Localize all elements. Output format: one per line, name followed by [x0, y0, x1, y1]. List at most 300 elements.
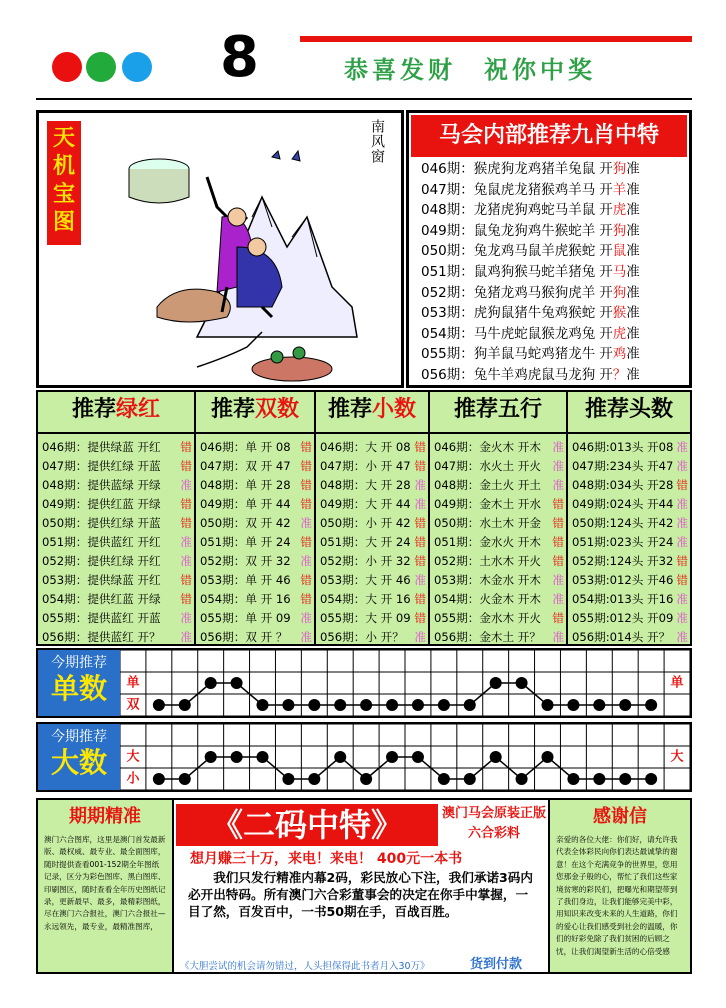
left-ad-title: 期期精准 — [69, 806, 141, 827]
pattern-dot — [567, 699, 579, 711]
recommendation-row — [38, 514, 194, 533]
zodiac-row — [421, 200, 687, 221]
recommendation-result: 准 — [300, 516, 312, 530]
odd-even-label-big: 单数 — [50, 672, 107, 705]
recommendation-row — [38, 457, 194, 476]
recommendation-result: 准 — [414, 630, 426, 644]
zodiac-row — [421, 221, 687, 242]
zodiac-result: 狗 — [612, 161, 627, 177]
promo-line: 想月赚三十万，来电！来电！ 400元一本书 — [190, 851, 463, 867]
recommendation-result: 准 — [180, 630, 192, 644]
recommendation-result: 错 — [414, 592, 426, 606]
odd-even-grid — [36, 648, 692, 718]
pattern-dot — [282, 699, 294, 711]
zodiac-open-label: 开 — [599, 161, 613, 177]
recommendation-head-text: 推荐 — [210, 396, 255, 422]
grid-top-label: 单 — [126, 675, 140, 691]
zodiac-row — [421, 324, 687, 345]
recommendation-result: 准 — [676, 535, 688, 549]
zodiac-open-label: 开 — [599, 263, 613, 280]
recommendation-row — [38, 590, 194, 609]
recommendation-column — [316, 392, 430, 644]
recommendation-text: 052期：土水木 开火 — [434, 554, 541, 568]
recommendation-result: 准 — [414, 478, 426, 492]
recommendation-row — [196, 552, 314, 571]
pattern-dot — [464, 699, 476, 711]
recommendation-text: 046期：单 开 08 — [200, 440, 291, 454]
zodiac-status: 准 — [626, 305, 640, 322]
recommendation-text: 052期：小 开 32 — [320, 554, 411, 568]
recommendation-result: 准 — [552, 592, 564, 606]
zodiac-issue: 049期： — [421, 222, 474, 239]
recommendation-result: 错 — [300, 459, 312, 473]
pattern-dot — [516, 677, 528, 689]
grid-end-label: 大 — [670, 749, 684, 765]
recommendation-row — [568, 552, 690, 571]
recommendation-text: 046期：大 开 08 — [320, 440, 411, 454]
recommendation-head-text: 推荐 — [327, 396, 372, 422]
recommendation-text: 048期：大 开 28 — [320, 478, 411, 492]
recommendation-text: 056期：双 开 ？ — [200, 630, 288, 644]
recommendation-text: 056期：小 开？ — [320, 630, 404, 644]
cash-on-delivery-label: 货到付款 — [470, 957, 523, 972]
recommendation-text: 055期：提供蓝红 开蓝 — [42, 611, 161, 625]
recommendation-row — [430, 533, 566, 552]
odd-even-label — [38, 650, 120, 716]
recommendation-result: 准 — [180, 535, 192, 549]
recommendation-result: 准 — [300, 630, 312, 644]
zodiac-result: 猴 — [612, 305, 627, 322]
zodiac-row — [421, 365, 687, 386]
recommendation-result: 准 — [676, 497, 688, 511]
recommendation-result: 准 — [180, 554, 192, 568]
recommendation-row — [568, 438, 690, 457]
zodiac-animals: 兔猪龙鸡马猴狗虎羊 — [473, 284, 596, 301]
pattern-dot — [593, 699, 605, 711]
recommendation-result: 准 — [676, 611, 688, 625]
grid-end-label: 单 — [670, 675, 684, 691]
zodiac-open-label: 开 — [599, 325, 613, 342]
recommendation-result: 准 — [552, 440, 564, 454]
footnote: 《大胆尝试的机会请勿错过，人头担保得此书者月入30万》 — [180, 961, 430, 972]
recommendation-result: 错 — [300, 592, 312, 606]
zodiac-animals: 兔牛羊鸡虎鼠马龙狗 — [473, 366, 596, 383]
recommendation-text: 048期:034头 开28 — [572, 478, 674, 492]
recommendation-text: 048期：单 开 28 — [200, 478, 291, 492]
zodiac-open-label: 开 — [599, 181, 613, 198]
recommendation-text: 046期:013头 开08 — [572, 440, 674, 454]
pattern-dot — [282, 773, 294, 785]
recommendation-row — [568, 457, 690, 476]
zodiac-status: 准 — [626, 366, 640, 383]
issue-number: 8 — [220, 25, 259, 90]
pattern-dot — [360, 773, 372, 785]
pattern-dot — [412, 751, 424, 763]
zodiac-result: 羊 — [612, 181, 627, 198]
zodiac-result: 虎 — [612, 202, 627, 219]
header-slogan: 恭喜发财 祝你中奖 — [344, 55, 596, 84]
recommendation-row — [38, 438, 194, 457]
recommendation-result: 错 — [300, 497, 312, 511]
pattern-dot — [257, 699, 269, 711]
zodiac-open-label: 开 — [599, 346, 613, 363]
recommendation-text: 049期：单 开 44 — [200, 497, 291, 511]
zodiac-open-label: 开 — [599, 284, 613, 301]
pattern-dot — [542, 699, 554, 711]
recommendation-row — [316, 495, 428, 514]
recommendation-result: 错 — [676, 554, 688, 568]
recommendation-text: 046期：提供绿蓝 开红 — [42, 440, 161, 454]
recommendation-text: 052期：双 开 32 — [200, 554, 291, 568]
recommendation-result: 准 — [676, 440, 688, 454]
recommendation-text: 053期：大 开 46 — [320, 573, 411, 587]
recommendation-text: 049期：提供红蓝 开绿 — [42, 497, 161, 511]
recommendation-row — [316, 628, 428, 647]
left-ad-text: 澳门六合图库，这里是澳门首发最新版、最权威、最专业、最全面图库，随时提供查看001-152期全年图纸记录，区分为彩色图库、黑白图库、印刷图区，随时查看全年历史图纸记录，更新最早、最多，最精彩图纸，尽在澳门六合报社，澳门六合报社—永远领先，最专业，最精准图库， — [44, 835, 166, 931]
recommendation-result: 准 — [552, 630, 564, 644]
zodiac-animals: 鼠兔龙狗鸡牛猴蛇羊 — [473, 222, 596, 239]
zodiac-animals: 兔龙鸡马鼠羊虎猴蛇 — [473, 243, 596, 260]
zodiac-animals: 猴虎狗龙鸡猪羊兔鼠 — [473, 161, 596, 177]
zodiac-status: 准 — [626, 181, 640, 198]
recommendation-result: 准 — [414, 573, 426, 587]
recommendation-text: 051期:023头 开24 — [572, 535, 674, 549]
recommendation-text: 049期：金木土 开水 — [434, 497, 541, 511]
recommendation-result: 错 — [180, 516, 192, 530]
recommendation-result: 错 — [180, 459, 192, 473]
recommendation-row — [196, 571, 314, 590]
zodiac-issue: 055期： — [421, 346, 474, 363]
zodiac-row — [421, 344, 687, 365]
pattern-dot — [619, 699, 631, 711]
recommendation-text: 056期:014头 开？ — [572, 630, 671, 644]
blue-dot-icon — [122, 52, 152, 82]
bottom-section — [36, 798, 692, 974]
zodiac-animals: 龙猪虎狗鸡蛇马羊鼠 — [473, 202, 596, 219]
recommendation-result: 错 — [414, 554, 426, 568]
recommendation-result: 错 — [676, 478, 688, 492]
zodiac-issue: 046期： — [421, 161, 474, 177]
pattern-dot — [231, 677, 243, 689]
recommendation-result: 准 — [414, 497, 426, 511]
green-dot-icon — [86, 52, 116, 82]
zodiac-animals: 鼠鸡狗猴马蛇羊猪兔 — [473, 263, 596, 280]
odd-even-grid-pattern — [120, 650, 690, 716]
pattern-dot — [386, 751, 398, 763]
zodiac-result: 狗 — [612, 284, 627, 301]
recommendation-text: 055期：金水木 开火 — [434, 611, 541, 625]
zodiac-open-label: 开 — [599, 202, 613, 219]
recommendation-row — [430, 552, 566, 571]
zodiac-result: 虎 — [612, 325, 627, 342]
recommendation-row — [430, 514, 566, 533]
recommendation-row — [196, 476, 314, 495]
pattern-dot — [619, 773, 631, 785]
recommendation-text: 047期：双 开 47 — [200, 459, 291, 473]
zodiac-row — [421, 159, 687, 180]
recommendation-result: 准 — [676, 516, 688, 530]
recommendation-result: 准 — [676, 459, 688, 473]
recommendation-text: 051期：大 开 24 — [320, 535, 411, 549]
zodiac-issue: 056期： — [421, 366, 474, 383]
recommendation-text: 051期：提供蓝红 开红 — [42, 535, 161, 549]
recommendation-head-accent: 双数 — [255, 396, 300, 422]
pattern-dot — [412, 699, 424, 711]
recommendation-column-head — [430, 392, 566, 434]
recommendation-row — [430, 628, 566, 647]
zodiac-status: 准 — [626, 202, 640, 219]
big-small-label — [38, 724, 120, 790]
header-red-bar — [300, 36, 692, 42]
recommendation-result: 错 — [414, 535, 426, 549]
recommendation-result: 错 — [676, 573, 688, 587]
thank-you-text: 亲爱的各位大佬：你们好，请允许我代表全体彩民向你们表达最诚挚的谢意！在这个充满竞争的世界里，您用您那金子般的心，帮忙了我们这些家境贫寒的彩民们，把曝光和期望带到了我们身边，让我们能够完美中彩，用知识来改变未来的人生道路，你们的爱心让我们感受到社会的温暖，你们的好彩免除了我们贫困的后顾之忧，让我们渴望新生活的心倍受感 — [556, 835, 678, 956]
zodiac-status: 准 — [626, 243, 640, 260]
recommendation-row — [568, 514, 690, 533]
pattern-dot — [464, 773, 476, 785]
recommendation-text: 054期：大 开 16 — [320, 592, 411, 606]
pattern-dot — [257, 751, 269, 763]
recommendation-text: 054期:013头 开16 — [572, 592, 674, 606]
recommendation-column — [568, 392, 690, 644]
zodiac-animals: 虎狗鼠猪牛兔鸡猴蛇 — [473, 305, 596, 322]
zodiac-status: 准 — [626, 284, 640, 301]
recommendation-result: 准 — [300, 554, 312, 568]
pattern-dot — [567, 773, 579, 785]
recommendation-text: 050期：双 开 42 — [200, 516, 291, 530]
zodiac-status: 准 — [626, 346, 640, 363]
recommendation-result: 错 — [180, 592, 192, 606]
recommendation-row — [316, 609, 428, 628]
recommendation-column-head — [568, 392, 690, 434]
recommendation-row — [196, 514, 314, 533]
recommendation-column — [38, 392, 196, 644]
recommendation-result: 错 — [414, 459, 426, 473]
recommendation-row — [38, 628, 194, 647]
recommendation-row — [568, 609, 690, 628]
recommendation-result: 准 — [676, 630, 688, 644]
recommendation-result: 错 — [552, 497, 564, 511]
pattern-dot — [360, 699, 372, 711]
recommendation-text: 048期：金土火 开土 — [434, 478, 541, 492]
pattern-dot — [308, 773, 320, 785]
recommendation-table — [36, 390, 692, 646]
zodiac-row — [421, 283, 687, 304]
recommendation-row — [316, 552, 428, 571]
recommendation-text: 053期：木金水 开木 — [434, 573, 541, 587]
zodiac-animals: 兔鼠虎龙猪猴鸡羊马 — [473, 181, 596, 198]
recommendation-column-head — [316, 392, 428, 434]
zodiac-issue: 048期： — [421, 202, 474, 219]
recommendation-text: 053期：单 开 46 — [200, 573, 291, 587]
zodiac-issue: 051期： — [421, 263, 474, 280]
zodiac-result: 鼠 — [612, 243, 627, 260]
recommendation-row — [196, 495, 314, 514]
recommendation-row — [316, 590, 428, 609]
pattern-dot — [645, 773, 657, 785]
big-small-grid — [36, 722, 692, 792]
recommendation-text: 052期：提供红绿 开红 — [42, 554, 161, 568]
zodiac-animals: 狗羊鼠马蛇鸡猪龙牛 — [473, 346, 596, 363]
recommendation-text: 054期：提供红蓝 开绿 — [42, 592, 161, 606]
pattern-dot — [386, 699, 398, 711]
recommendation-text: 047期：提供红绿 开蓝 — [42, 459, 161, 473]
recommendation-row — [196, 628, 314, 647]
nine-zodiac-panel — [406, 110, 692, 388]
recommendation-head-accent: 绿红 — [116, 396, 161, 422]
pattern-dot — [153, 699, 165, 711]
zodiac-row — [421, 303, 687, 324]
pattern-dot — [153, 773, 165, 785]
recommendation-text: 055期:012头 开09 — [572, 611, 674, 625]
picture-caption: 南风窗 — [369, 119, 385, 164]
recommendation-result: 错 — [552, 611, 564, 625]
zodiac-issue: 054期： — [421, 325, 474, 342]
recommendation-row — [316, 571, 428, 590]
red-dot-icon — [52, 52, 82, 82]
recommendation-result: 错 — [414, 440, 426, 454]
zodiac-status: 准 — [626, 161, 640, 177]
recommendation-row — [196, 590, 314, 609]
pattern-dot — [308, 699, 320, 711]
thank-you-box — [548, 800, 690, 972]
odd-even-label-small: 今期推荐 — [51, 655, 107, 671]
recommendation-row — [38, 476, 194, 495]
recommendation-text: 056期：提供蓝红 开？ — [42, 630, 161, 644]
recommendation-result: 错 — [300, 573, 312, 587]
recommendation-row — [196, 438, 314, 457]
recommendation-row — [196, 457, 314, 476]
zodiac-list — [421, 159, 687, 386]
zodiac-title: 马会内部推荐九肖中特 — [411, 115, 687, 157]
recommendation-text: 050期：小 开 42 — [320, 516, 411, 530]
zodiac-issue: 047期： — [421, 181, 474, 198]
recommendation-text: 047期：小 开 47 — [320, 459, 411, 473]
two-code-banner: 《二码中特》 — [176, 804, 438, 846]
recommendation-row — [430, 495, 566, 514]
recommendation-text: 049期:024头 开44 — [572, 497, 674, 511]
recommendation-result: 准 — [552, 573, 564, 587]
recommendation-result: 错 — [300, 478, 312, 492]
pattern-dot — [231, 751, 243, 763]
recommendation-row — [316, 457, 428, 476]
recommendation-row — [38, 552, 194, 571]
pattern-dot — [645, 699, 657, 711]
recommendation-row — [430, 476, 566, 495]
zodiac-open-label: 开 — [599, 366, 613, 383]
recommendation-result: 准 — [552, 459, 564, 473]
recommendation-row — [316, 533, 428, 552]
recommendation-text: 056期：金木土 开？ — [434, 630, 541, 644]
zodiac-status: 准 — [626, 222, 640, 239]
recommendation-result: 错 — [180, 573, 192, 587]
pattern-dot — [334, 751, 346, 763]
recommendation-row — [430, 438, 566, 457]
recommendation-column-head — [38, 392, 194, 434]
zodiac-open-label: 开 — [599, 243, 613, 260]
recommendation-text: 048期：提供蓝绿 开绿 — [42, 478, 161, 492]
recommendation-text: 055期：大 开 09 — [320, 611, 411, 625]
recommendation-text: 050期：水土木 开金 — [434, 516, 541, 530]
recommendation-text: 050期:124头 开42 — [572, 516, 674, 530]
thank-you-title: 感谢信 — [593, 806, 647, 827]
pattern-dot — [516, 773, 528, 785]
recommendation-text: 054期：单 开 16 — [200, 592, 291, 606]
zodiac-issue: 053期： — [421, 305, 474, 322]
recommendation-row — [38, 571, 194, 590]
pattern-dot — [438, 699, 450, 711]
pattern-dot — [593, 773, 605, 785]
recommendation-column — [196, 392, 316, 644]
recommendation-text: 053期：提供绿蓝 开红 — [42, 573, 161, 587]
recommendation-row — [568, 590, 690, 609]
recommendation-text: 051期：金水火 开木 — [434, 535, 541, 549]
recommendation-text: 047期:234头 开47 — [572, 459, 674, 473]
recommendation-text: 055期：单 开 09 — [200, 611, 291, 625]
recommendation-result: 错 — [300, 535, 312, 549]
recommendation-result: 错 — [414, 516, 426, 530]
recommendation-column — [430, 392, 568, 644]
recommendation-row — [196, 533, 314, 552]
recommendation-row — [568, 476, 690, 495]
pattern-dot — [205, 677, 217, 689]
zodiac-row — [421, 262, 687, 283]
recommendation-text: 053期:012头 开46 — [572, 573, 674, 587]
recommendation-row — [568, 495, 690, 514]
recommendation-row — [196, 609, 314, 628]
recommendation-result: 准 — [676, 592, 688, 606]
grid-bottom-label: 双 — [126, 697, 140, 713]
recommendation-column-head — [196, 392, 314, 434]
zodiac-result: 鸡 — [612, 346, 627, 363]
zodiac-result: ？ — [612, 366, 627, 383]
recommendation-result: 错 — [552, 516, 564, 530]
recommendation-row — [568, 628, 690, 647]
big-small-label-big: 大数 — [50, 746, 107, 779]
grid-top-label: 大 — [126, 749, 140, 765]
left-ad-box — [38, 800, 174, 972]
recommendation-result: 错 — [180, 497, 192, 511]
pattern-dot — [542, 751, 554, 763]
zodiac-result: 马 — [612, 263, 627, 280]
zodiac-row — [421, 180, 687, 201]
recommendation-row — [316, 438, 428, 457]
recommendation-result: 准 — [180, 611, 192, 625]
recommendation-result: 错 — [300, 440, 312, 454]
recommendation-result: 准 — [300, 611, 312, 625]
recommendation-row — [38, 533, 194, 552]
center-ad-box — [174, 800, 548, 972]
recommendation-row — [38, 495, 194, 514]
recommendation-row — [568, 571, 690, 590]
zodiac-result: 狗 — [612, 222, 627, 239]
pattern-dot — [334, 699, 346, 711]
recommendation-text: 054期：火金木 开木 — [434, 592, 541, 606]
recommendation-row — [430, 457, 566, 476]
pattern-dot — [205, 751, 217, 763]
recommendation-row — [430, 571, 566, 590]
recommendation-row — [430, 590, 566, 609]
recommendation-result: 准 — [180, 478, 192, 492]
ad-body-text: 我们只发行精准内幕2码，彩民放心下注，我们承诺3码内必开出特码。所有澳门六合彩董事会的决定在你手中掌握，一目了然，百发百中，一书50期在手，百战百胜。 — [188, 870, 533, 919]
pattern-dot — [179, 773, 191, 785]
big-small-grid-pattern — [120, 724, 690, 790]
recommendation-head-text: 推荐头数 — [584, 396, 673, 422]
picture-title: 天机宝图 — [47, 121, 81, 245]
recommendation-result: 准 — [552, 478, 564, 492]
recommendation-row — [316, 476, 428, 495]
illustration-image — [87, 117, 397, 383]
